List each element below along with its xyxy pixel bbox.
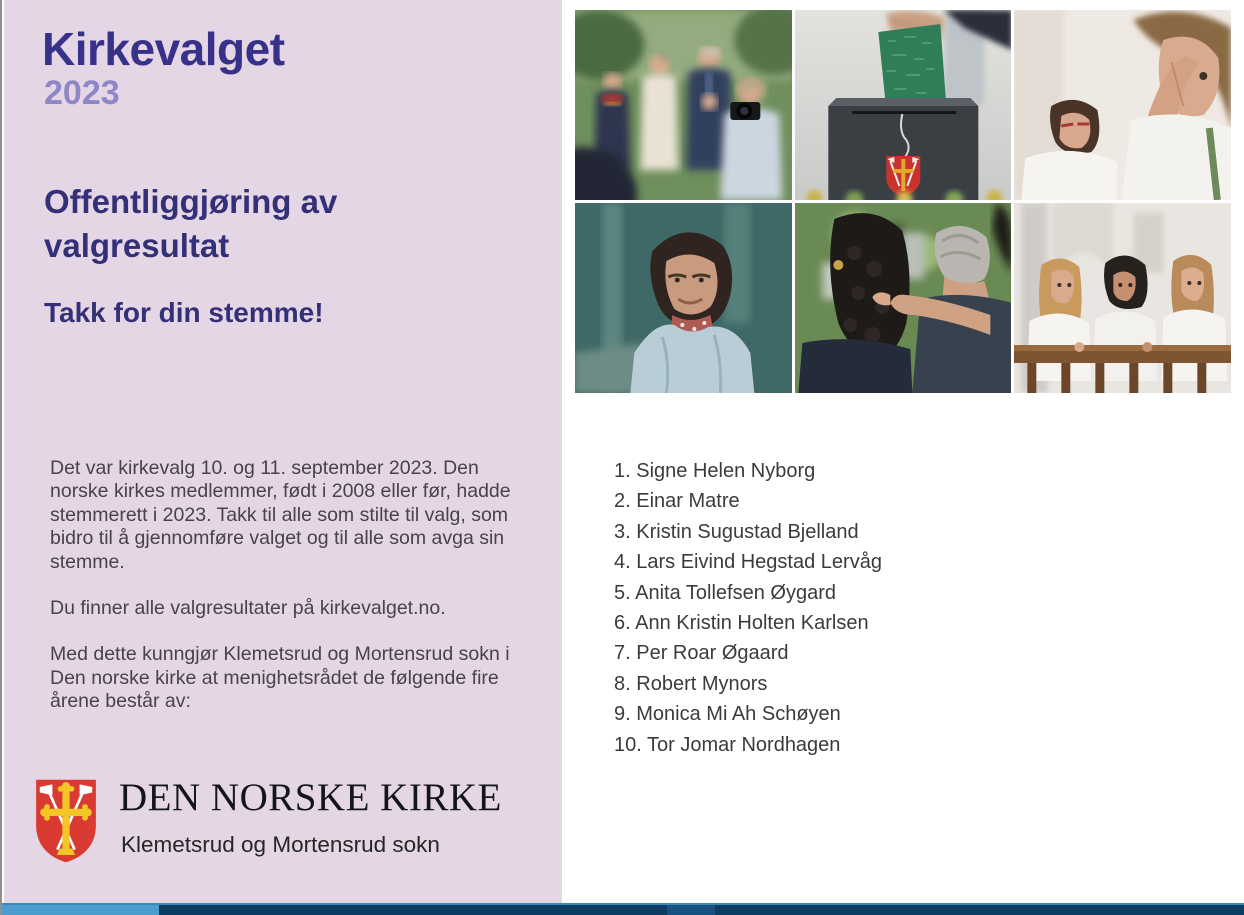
result-number: 7. bbox=[614, 642, 637, 665]
election-results-list bbox=[614, 456, 1074, 760]
page-title: Kirkevalget bbox=[42, 23, 285, 75]
result-list-item bbox=[614, 638, 1074, 668]
result-name: Tor Jomar Nordhagen bbox=[647, 733, 841, 756]
announcement-heading: Offentliggjøring av valgresultat bbox=[44, 183, 338, 264]
result-name: Per Roar Øgaard bbox=[636, 642, 789, 665]
result-name: Einar Matre bbox=[636, 490, 740, 513]
page-year: 2023 bbox=[44, 74, 120, 112]
photo-applauding-crowd bbox=[575, 10, 792, 200]
result-name: Anita Tollefsen Øygard bbox=[635, 581, 836, 604]
result-name: Kristin Sugustad Bjelland bbox=[636, 520, 859, 543]
paragraph-election-info: Det var kirkevalg 10. og 11. september 2023. Den norske kirkes medlemmer, født i 2008 eller før, hadde stemmerett i 2023. Takk til alle som stilte til valg, som bidro til å gjennomføre valget og til alle som avga sin stemme. bbox=[50, 457, 511, 573]
parish-name: Klemetsrud og Mortensrud sokn bbox=[121, 832, 440, 857]
result-name: Ann Kristin Holten Karlsen bbox=[635, 612, 869, 635]
body-text bbox=[50, 457, 522, 737]
result-number: 6. bbox=[614, 612, 636, 635]
result-name: Signe Helen Nyborg bbox=[636, 460, 816, 482]
result-number: 8. bbox=[614, 672, 637, 695]
result-list-item bbox=[614, 456, 1074, 486]
photo-ballot-box bbox=[795, 10, 1012, 200]
photo-choir-railing bbox=[1014, 203, 1231, 393]
result-list-item bbox=[614, 578, 1074, 608]
result-list-item bbox=[614, 730, 1074, 760]
org-name: DEN NORSKE KIRKE bbox=[119, 776, 502, 819]
scrollbar-thumb[interactable] bbox=[2, 905, 159, 915]
result-number: 1. bbox=[614, 460, 637, 482]
thanks-subheading: Takk for din stemme! bbox=[44, 297, 324, 328]
scrollbar-segment bbox=[667, 905, 715, 915]
result-number: 2. bbox=[614, 490, 637, 513]
result-name: Robert Mynors bbox=[636, 672, 768, 695]
result-number: 4. bbox=[614, 551, 637, 574]
result-number: 5. bbox=[614, 581, 636, 604]
result-list-item bbox=[614, 486, 1074, 516]
photo-grid bbox=[575, 10, 1231, 393]
result-list-item bbox=[614, 669, 1074, 699]
left-panel bbox=[4, 0, 562, 903]
result-list-item bbox=[614, 517, 1074, 547]
photo-robed-women bbox=[1014, 10, 1231, 200]
result-name: Monica Mi Ah Schøyen bbox=[636, 703, 841, 726]
horizontal-scrollbar[interactable] bbox=[2, 903, 1244, 915]
church-of-norway-crest-icon bbox=[34, 778, 98, 864]
result-number: 9. bbox=[614, 703, 637, 726]
result-list-item bbox=[614, 608, 1074, 638]
paragraph-results-site: Du finner alle valgresultater på kirkevalget.no. bbox=[50, 597, 446, 620]
result-name: Lars Eivind Hegstad Lervåg bbox=[636, 551, 882, 574]
paragraph-council-announcement: Med dette kunngjør Klemetsrud og Mortensrud sokn i Den norske kirke at menighetsrådet de følgende fire årene består av: bbox=[50, 643, 510, 713]
result-list-item bbox=[614, 699, 1074, 729]
photo-comforting-pair bbox=[795, 203, 1012, 393]
result-list-item bbox=[614, 547, 1074, 577]
result-number: 10. bbox=[614, 733, 647, 756]
photo-smiling-woman bbox=[575, 203, 792, 393]
result-number: 3. bbox=[614, 520, 637, 543]
